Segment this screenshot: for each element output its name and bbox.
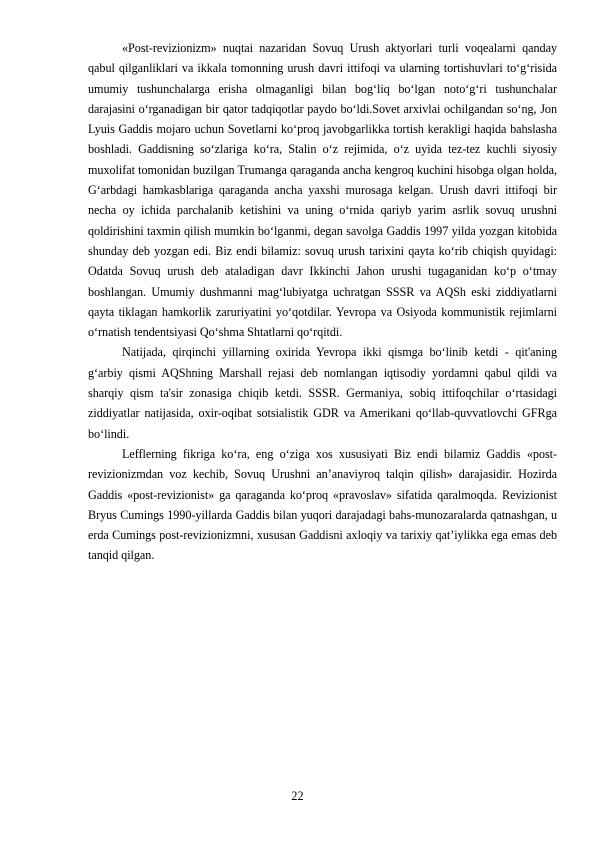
paragraph-europe-division: Natijada, qirqinchi yillarning oxirida Yevropa ikki qismga bo‘linib ketdi - qit'aning g‘arbiy qismi AQShning Marshall rejasi deb nomlangan iqtisodiy yordamni qabul qildi va sharqiy qism ta'sir zonasiga chiqib ketdi. SSSR. Germaniya, sobiq ittifoqchilar o‘rtasidagi ziddiyatlar natijasida, oxir-oqibat sotsialistik GDR va Amerikani qo‘llab-quvvatlovchi GFRga bo‘lindi. xyxy=(88,345,557,441)
document-body xyxy=(88,38,557,566)
page-number: 22 xyxy=(291,789,304,803)
paragraph-post-revisionism: «Post-revizionizm» nuqtai nazaridan Sovuq Urush aktyorlari turli voqealarni qanday qabul qilganliklari va ikkala tomonning urush davri ittifoqi va ularning tortishuvlari to‘g‘risida umumiy tushunchalarga erisha olmaganligi bilan bog‘liq bo‘lgan noto‘g‘ri tushunchalar darajasini o‘rganadigan bir qator tadqiqotlar paydo bo‘ldi.Sovet arxivlai ochilgandan so‘ng, Jon Lyuis Gaddis mojaro uchun Sovetlarni ko‘proq javobgarlikka tortish kerakligi haqida bahslasha boshladi. Gaddisning so‘zlariga ko‘ra, Stalin o‘z rejimida, o‘z uyida tez-tez kuchli siyosiy muxolifat tomonidan buzilgan Trumanga qaraganda ancha kengroq kuchini hisobga olgan holda, G‘arbdagi hamkasblariga qaraganda ancha yaxshi murosaga kelgan. Urush davri ittifoqi bir necha oy ichida parchalanib ketishini va uning o‘rnida qariyb yarim asrlik sovuq urushni qoldirishini taxmin qilish mumkin bo‘lganmi, degan savolga Gaddis 1997 yilda yozgan kitobida shunday deb yozgan edi. Biz endi bilamiz: sovuq urush tarixini qayta ko‘rib chiqish quyidagi: Odatda Sovuq urush deb ataladigan davr Ikkinchi Jahon urushi tugaganidan ko‘p o‘tmay boshlangan. Umumiy dushmanni mag‘lubiyatga uchratgan SSSR va AQSh eski ziddiyatlarni qayta tiklagan hamkorlik zaruriyatini yo‘qotdilar. Yevropa va Osiyoda kommunistik rejimlarni o‘rnatish tendentsiyasi Qo‘shma Shtatlarni qo‘rqitdi. xyxy=(88,41,557,340)
paragraph-leffler-gaddis: Lefflerning fikriga ko‘ra, eng o‘ziga xos xususiyati Biz endi bilamiz Gaddis «post-revizionizmdan voz kechib, Sovuq Urushni an’anaviyroq talqin qilish» darajasidir. Hozirda Gaddis «post-revizionist» ga qaraganda ko‘proq «pravoslav» sifatida qaralmoqda. Revizionist Bryus Cumings 1990-yillarda Gaddis bilan yuqori darajadagi bahs-munozaralarda qatnashgan, u erda Cumings post-revizionizmni, xususan Gaddisni axloqiy va tarixiy qat’iylikka ega emas deb tanqid qilgan. xyxy=(88,446,557,563)
